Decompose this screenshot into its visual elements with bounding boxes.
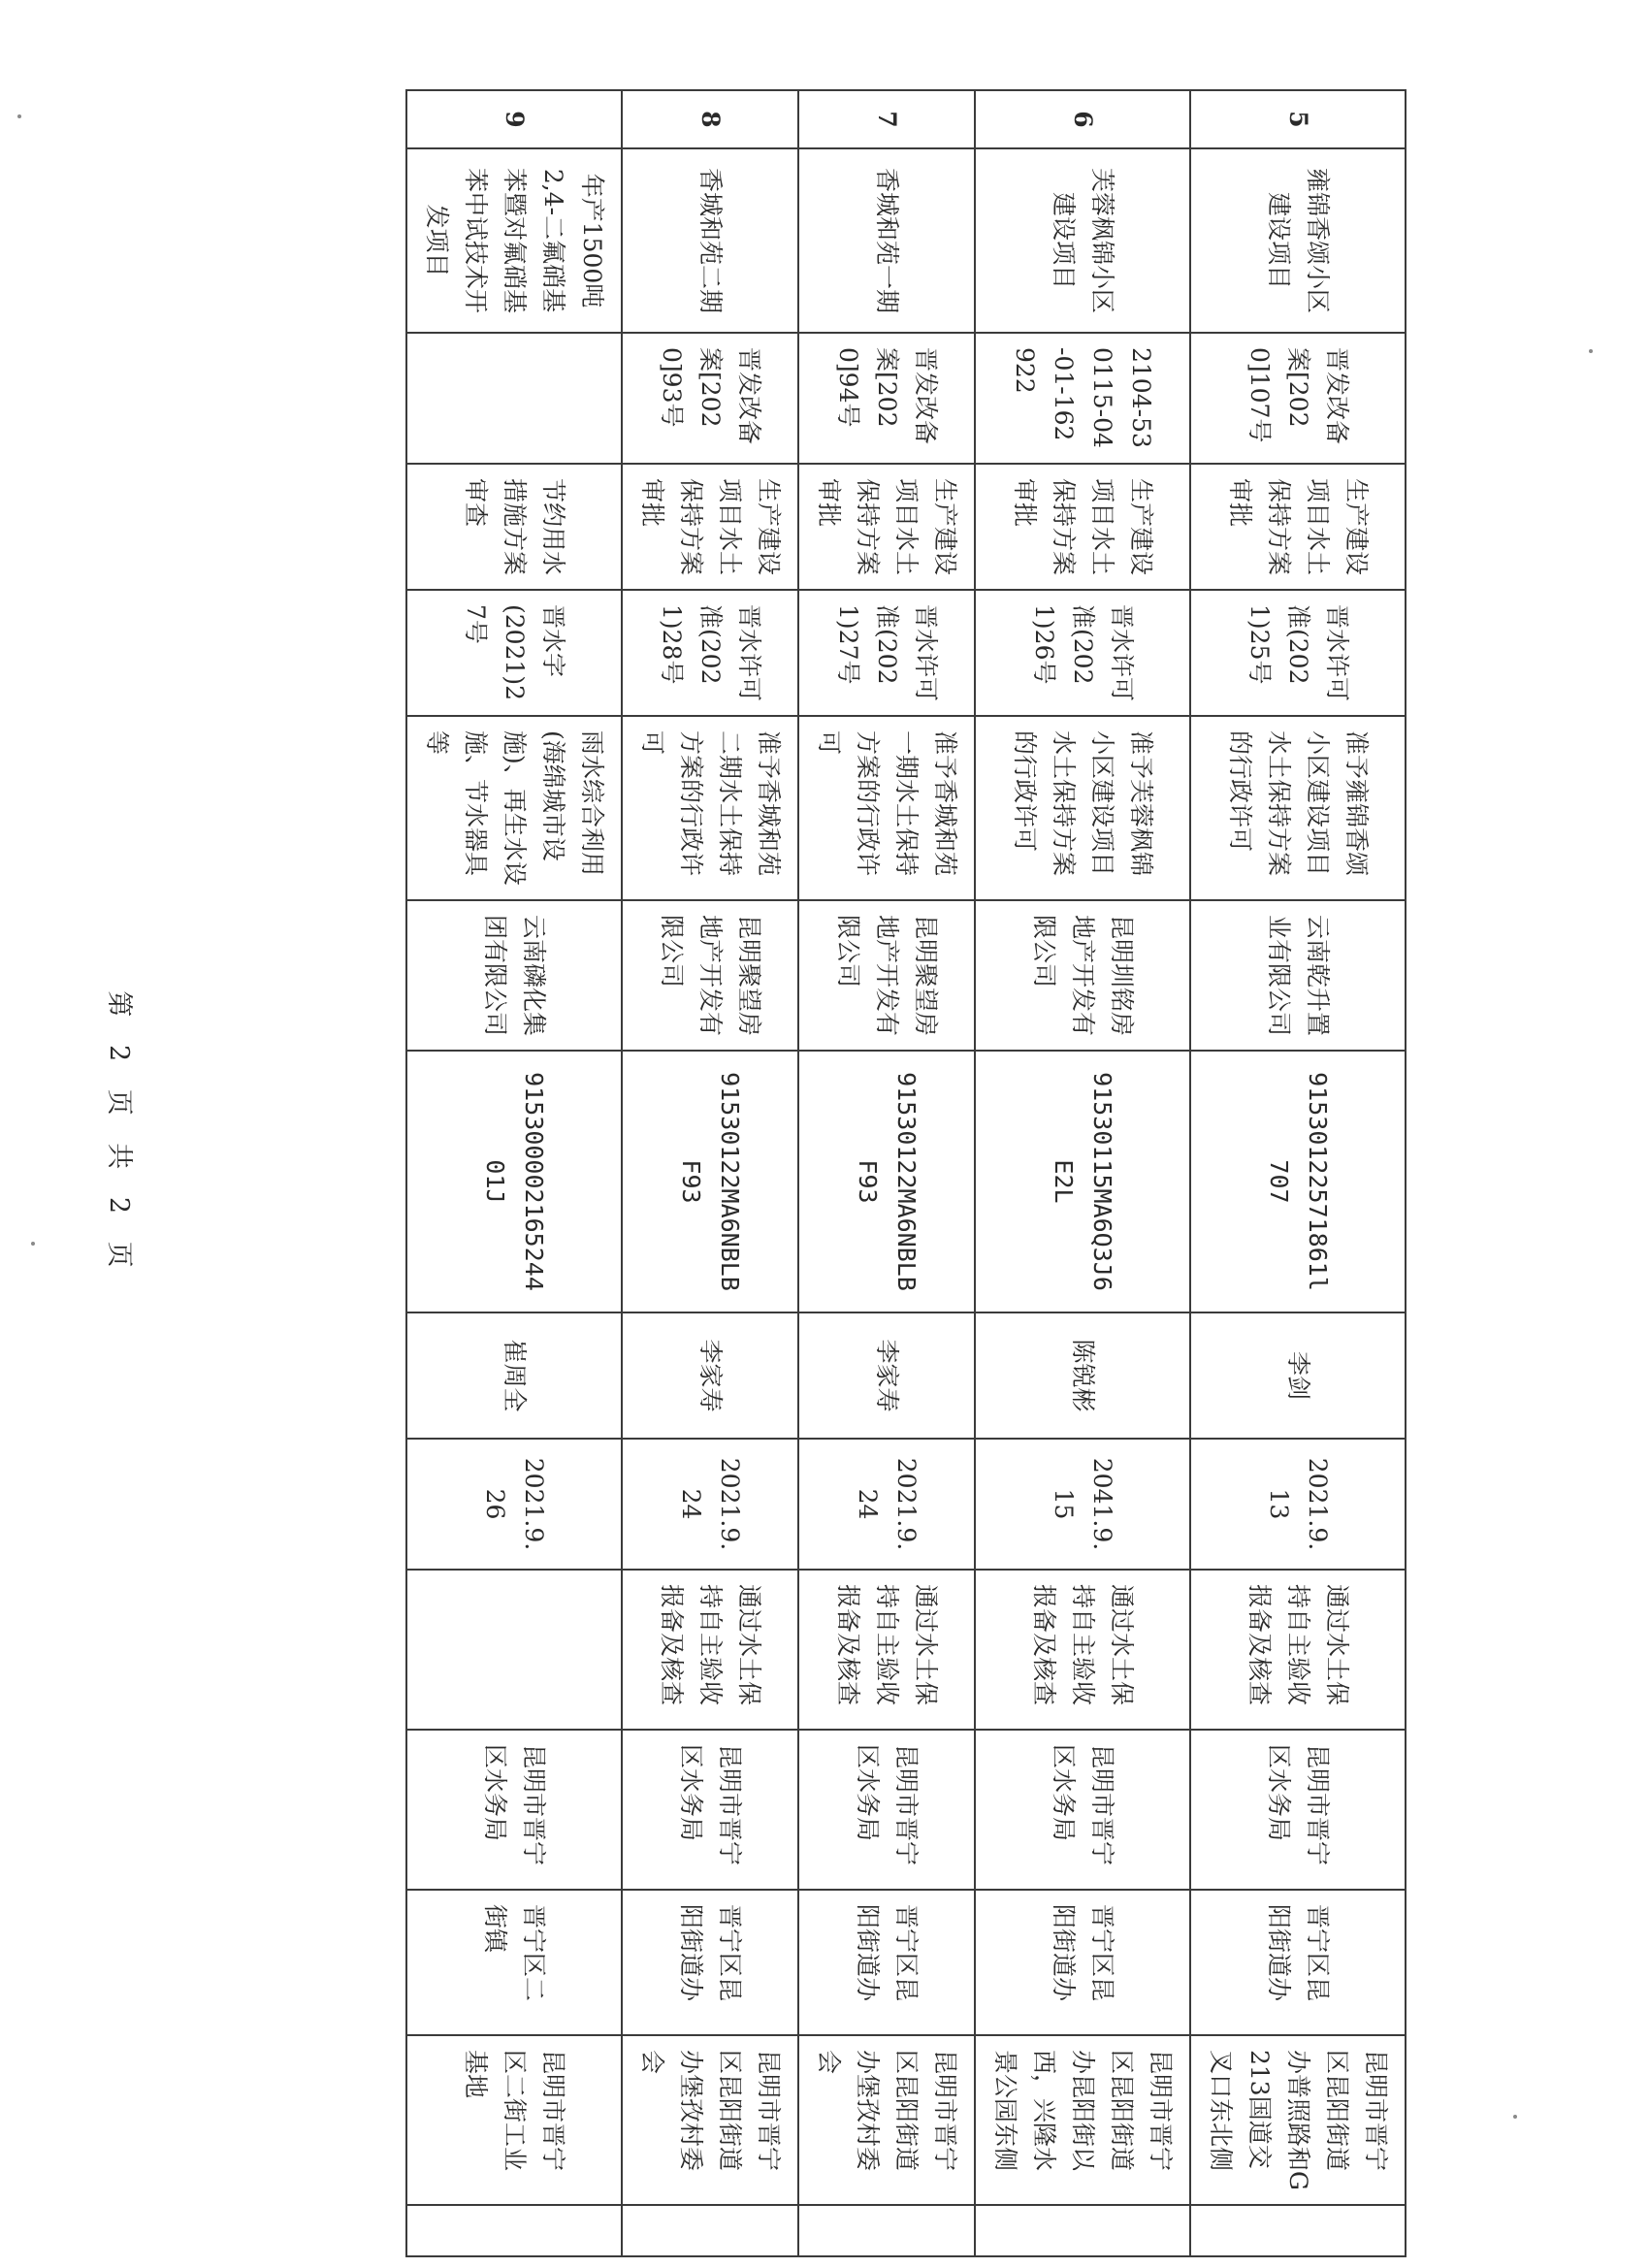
- legal-person: 李家寿: [798, 1312, 975, 1439]
- approval-doc: 2104-530115-04-01-162922: [975, 333, 1190, 464]
- applicant-unit: 昆明圳铭房地产开发有限公司: [975, 900, 1190, 1051]
- acceptance-status: 通过水土保持自主验收报备及核查: [975, 1570, 1190, 1730]
- permit-date: 2021.9.24: [622, 1439, 798, 1570]
- permit-table: [405, 89, 1406, 2257]
- applicant-unit: 昆明聚望房地产开发有限公司: [622, 900, 798, 1051]
- empty-cell: [406, 2205, 622, 2256]
- empty-cell: [975, 2205, 1190, 2256]
- project-location: 昆明市晋宁区昆阳街道办堡孜村委会: [622, 2035, 798, 2205]
- permit-number: 晋水许可准(2021)26号: [975, 590, 1190, 716]
- project-name: 芙蓉枫锦小区建设项目: [975, 148, 1190, 333]
- project-location: 昆明市晋宁区二街工业基地: [406, 2035, 622, 2205]
- project-name: 香城和苑二期: [622, 148, 798, 333]
- permit-content: 准予香城和苑一期水土保持方案的行政许可: [798, 716, 975, 900]
- empty-cell: [798, 2205, 975, 2256]
- scan-speck: [31, 1242, 35, 1246]
- approval-doc: [406, 333, 622, 464]
- row-number: 9: [406, 90, 622, 148]
- credit-code: 91530122571861l707: [1190, 1051, 1406, 1312]
- permit-date: 2021.9.26: [406, 1439, 622, 1570]
- project-name: 雍锦香颂小区建设项目: [1190, 148, 1406, 333]
- permit-content: 准予芙蓉枫锦小区建设项目水土保持方案的行政许可: [975, 716, 1190, 900]
- permit-content: 雨水综合利用(海绵城市设施)、再生水设施、节水器具等: [406, 716, 622, 900]
- acceptance-status: [406, 1570, 622, 1730]
- empty-cell: [622, 2205, 798, 2256]
- town-office: 晋宁区二街镇: [406, 1890, 622, 2035]
- empty-cell: [1190, 2205, 1406, 2256]
- permit-number: 晋水字(2021)27号: [406, 590, 622, 716]
- table-row: [622, 90, 798, 2256]
- town-office: 晋宁区昆阳街道办: [798, 1890, 975, 2035]
- table-row: [1190, 90, 1406, 2256]
- table-row: [406, 90, 622, 2256]
- approval-doc: 晋发改备案[2020]107号: [1190, 333, 1406, 464]
- scan-speck: [17, 114, 21, 118]
- row-number: 5: [1190, 90, 1406, 148]
- row-number: 8: [622, 90, 798, 148]
- matter-type: 生产建设项目水土保持方案审批: [1190, 464, 1406, 590]
- permit-number: 晋水许可准(2021)27号: [798, 590, 975, 716]
- credit-code: 91530122MA6NBLBF93: [622, 1051, 798, 1312]
- legal-person: 李家寿: [622, 1312, 798, 1439]
- town-office: 晋宁区昆阳街道办: [622, 1890, 798, 2035]
- scan-speck: [1513, 2115, 1517, 2119]
- row-number: 7: [798, 90, 975, 148]
- matter-type: 生产建设项目水土保持方案审批: [798, 464, 975, 590]
- permit-authority: 昆明市晋宁区水务局: [622, 1730, 798, 1890]
- acceptance-status: 通过水土保持自主验收报备及核查: [1190, 1570, 1406, 1730]
- permit-date: 2021.9.13: [1190, 1439, 1406, 1570]
- permit-date: 2041.9.15: [975, 1439, 1190, 1570]
- table-row: [975, 90, 1190, 2256]
- legal-person: 崔周全: [406, 1312, 622, 1439]
- matter-type: 生产建设项目水土保持方案审批: [975, 464, 1190, 590]
- permit-authority: 昆明市晋宁区水务局: [975, 1730, 1190, 1890]
- permit-date: 2021.9.24: [798, 1439, 975, 1570]
- project-location: 昆明市晋宁区昆阳街道办堡孜村委会: [798, 2035, 975, 2205]
- permit-number: 晋水许可准(2021)25号: [1190, 590, 1406, 716]
- matter-type: 生产建设项目水土保持方案审批: [622, 464, 798, 590]
- permit-authority: 昆明市晋宁区水务局: [406, 1730, 622, 1890]
- permit-content: 准予香城和苑二期水土保持方案的行政许可: [622, 716, 798, 900]
- permit-authority: 昆明市晋宁区水务局: [1190, 1730, 1406, 1890]
- row-number: 6: [975, 90, 1190, 148]
- applicant-unit: 昆明聚望房地产开发有限公司: [798, 900, 975, 1051]
- acceptance-status: 通过水土保持自主验收报备及核查: [798, 1570, 975, 1730]
- credit-code: 91530122MA6NBLBF93: [798, 1051, 975, 1312]
- project-location: 昆明市晋宁区昆阳街道办普照路和G213国道交叉口东北侧: [1190, 2035, 1406, 2205]
- town-office: 晋宁区昆阳街道办: [1190, 1890, 1406, 2035]
- applicant-unit: 云南磷化集团有限公司: [406, 900, 622, 1051]
- legal-person: 陈锐彬: [975, 1312, 1190, 1439]
- permit-content: 准予雍锦香颂小区建设项目水土保持方案的行政许可: [1190, 716, 1406, 900]
- matter-type: 节约用水措施方案审查: [406, 464, 622, 590]
- approval-doc: 晋发改备案[2020]94号: [798, 333, 975, 464]
- page-footer: 第 2 页 共 2 页: [104, 990, 134, 1278]
- approval-doc: 晋发改备案[2020]93号: [622, 333, 798, 464]
- permit-number: 晋水许可准(2021)28号: [622, 590, 798, 716]
- credit-code: 91530115MA6Q3J6E2L: [975, 1051, 1190, 1312]
- applicant-unit: 云南乾升置业有限公司: [1190, 900, 1406, 1051]
- permit-authority: 昆明市晋宁区水务局: [798, 1730, 975, 1890]
- acceptance-status: 通过水土保持自主验收报备及核查: [622, 1570, 798, 1730]
- credit-code: 91530000216524401J: [406, 1051, 622, 1312]
- project-name: 年产1500吨2,4-二氟硝基苯暨对氟硝基苯中试技术开发项目: [406, 148, 622, 333]
- table-row: [798, 90, 975, 2256]
- legal-person: 李剑: [1190, 1312, 1406, 1439]
- project-location: 昆明市晋宁区昆阳街道办昆阳街以西，兴隆水景公园东侧: [975, 2035, 1190, 2205]
- project-name: 香城和苑一期: [798, 148, 975, 333]
- town-office: 晋宁区昆阳街道办: [975, 1890, 1190, 2035]
- scan-speck: [1589, 349, 1593, 353]
